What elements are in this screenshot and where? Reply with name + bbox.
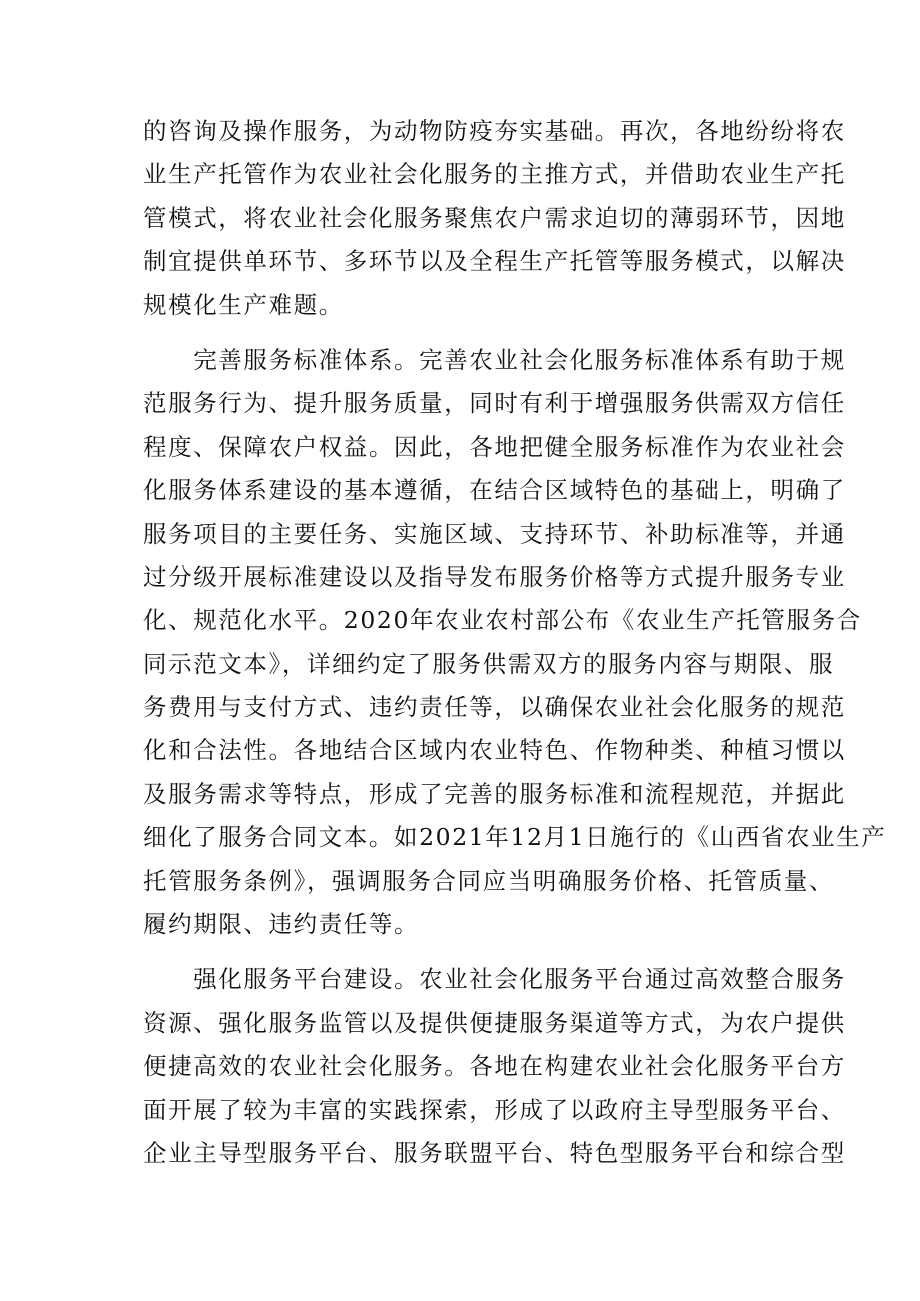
text-line: 化和合法性。各地结合区域内农业特色、作物种类、种植习惯以	[143, 736, 846, 765]
text-line: 化、规范化水平。2020年农业农村部公布《农业生产托管服务合	[143, 606, 862, 635]
text-line: 便捷高效的农业社会化服务。各地在构建农业社会化服务平台方	[143, 1052, 846, 1081]
text-line: 资源、强化服务监管以及提供便捷服务渠道等方式，为农户提供	[143, 1008, 846, 1037]
text-line: 同示范文本》，详细约定了服务供需双方的服务内容与期限、服	[143, 649, 835, 678]
body-text	[143, 110, 887, 1175]
paragraph-2	[143, 339, 887, 946]
paragraph-1	[143, 110, 846, 327]
text-line: 程度、保障农户权益。因此，各地把健全服务标准作为农业社会	[143, 432, 846, 461]
text-line: 管模式，将农业社会化服务聚焦农户需求迫切的薄弱环节，因地	[143, 203, 846, 232]
text-line: 细化了服务合同文本。如2021年12月1日施行的《山西省农业生产	[143, 823, 887, 852]
text-line: 范服务行为、提升服务质量，同时有利于增强服务供需双方信任	[143, 389, 846, 418]
text-line: 制宜提供单环节、多环节以及全程生产托管等服务模式，以解决	[143, 247, 846, 276]
text-line: 托管服务条例》，强调服务合同应当明确服务价格、托管质量、	[143, 866, 835, 895]
text-line: 务费用与支付方式、违约责任等，以确保农业社会化服务的规范	[143, 693, 846, 722]
text-line: 强化服务平台建设。农业社会化服务平台通过高效整合服务	[143, 965, 846, 994]
text-line: 化服务体系建设的基本遵循，在结合区域特色的基础上，明确了	[143, 476, 846, 505]
text-line: 完善服务标准体系。完善农业社会化服务标准体系有助于规	[143, 345, 846, 374]
text-line: 过分级开展标准建设以及指导发布服务价格等方式提升服务专业	[143, 562, 846, 591]
text-line: 规模化生产难题。	[143, 290, 344, 319]
text-line: 及服务需求等特点，形成了完善的服务标准和流程规范，并据此	[143, 779, 846, 808]
text-line: 面开展了较为丰富的实践探索，形成了以政府主导型服务平台、	[143, 1095, 846, 1124]
text-line: 企业主导型服务平台、服务联盟平台、特色型服务平台和综合型	[143, 1138, 846, 1167]
text-line: 服务项目的主要任务、实施区域、支持环节、补助标准等，并通	[143, 519, 846, 548]
text-line: 履约期限、违约责任等。	[143, 910, 420, 939]
text-line: 业生产托管作为农业社会化服务的主推方式，并借助农业生产托	[143, 160, 846, 189]
text-line: 的咨询及操作服务，为动物防疫夯实基础。再次，各地纷纷将农	[143, 117, 846, 145]
paragraph-3	[143, 958, 846, 1175]
